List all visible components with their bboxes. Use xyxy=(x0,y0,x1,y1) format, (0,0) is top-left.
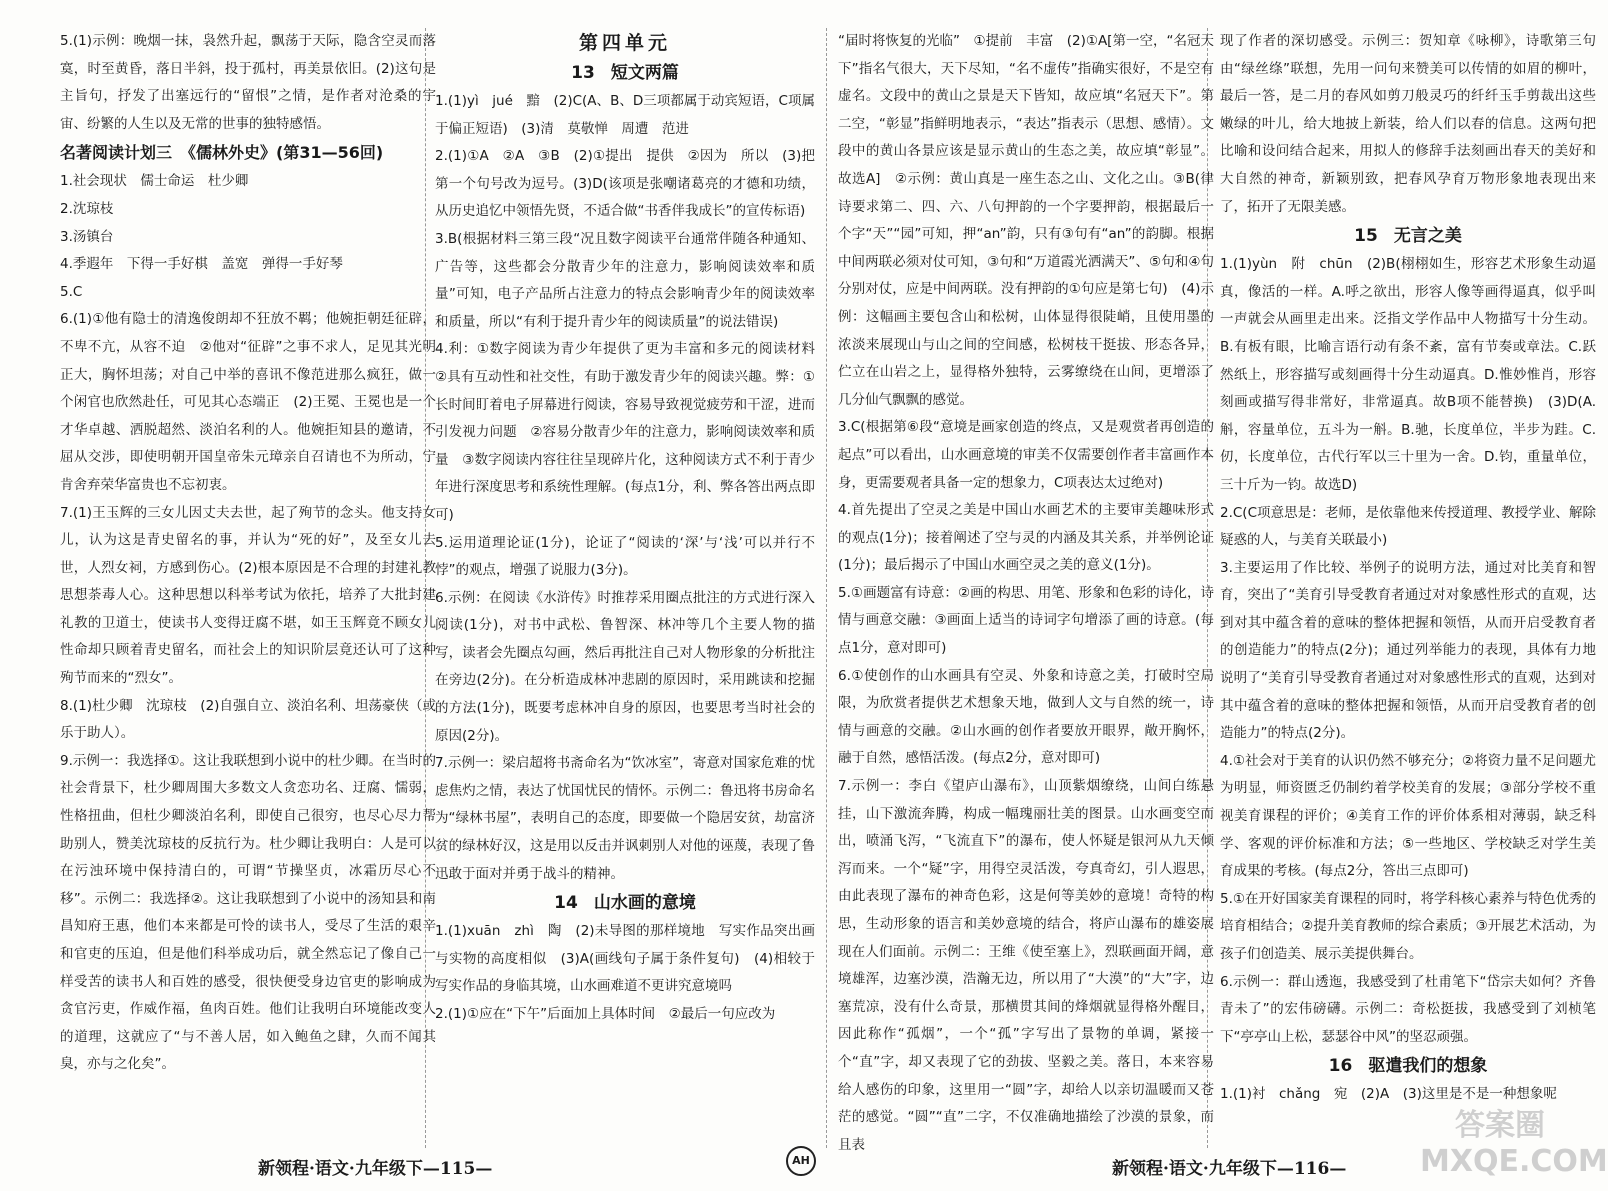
answer-paragraph: 3.B(根据材料三第三段“况且数字阅读平台通常伴随各种通知、广告等，这些都会分散青少年的注意力，影响阅读效率和质量”可知，电子产品所占注意力的特点会影响青少年的阅读效率和质量，所以“有利于提升青少年的阅读质量”的说法错误) xyxy=(435,230,815,330)
answer-paragraph: 5.①画题富有诗意：②画的构思、用笔、形象和色彩的诗化，诗情与画意交融：③画面上适当的诗词字句增添了画的诗意。(每点1分，意对即可) xyxy=(838,584,1214,657)
column-3 xyxy=(838,28,1214,1159)
answer-paragraph: 现了作者的深切感受。示例三：贺知章《咏柳》，诗歌第三句由“绿丝绦”联想，先用一问句来赞美可以传情的如眉的柳叶，最后一答，是二月的春风如剪刀般灵巧的纤纤玉手剪裁出这些嫩绿的叶儿，给大地披上新装，给人们以春的信息。这两句把比喻和设问结合起来，用拟人的修辞手法刻画出春天的美好和大自然的神奇，新颖别致，把春风孕育万物形象地表现出来了，拓开了无限美感。 xyxy=(1220,33,1596,215)
section-title: 无言之美 xyxy=(1393,226,1462,247)
section-title: 驱遣我们的想象 xyxy=(1368,1056,1488,1077)
publisher-logo-icon: AH xyxy=(786,1146,816,1176)
column-1 xyxy=(60,28,436,1079)
section-number: 14 xyxy=(554,893,578,914)
footer-left-page-number: 新领程·语文·九年级下—115— xyxy=(258,1159,493,1179)
answer-paragraph: 5.①在开好国家美育课程的同时，将学科核心素养与特色优秀的培育相结合；②提升美育教师的综合素质；③开展艺术活动，为孩子们创造美、展示美提供舞台。 xyxy=(1220,890,1596,962)
footer-right-page-number: 新领程·语文·九年级下—116— xyxy=(1112,1159,1347,1179)
watermark: 答案圈 MXQE.COM xyxy=(1420,1108,1608,1179)
answer-paragraph: 4.利：①数字阅读为青少年提供了更为丰富和多元的阅读材料 ②具有互动性和社交性，有助于激发青少年的阅读兴趣。弊：①长时间盯着电子屏幕进行阅读，容易导致视觉疲劳和干涩，进而引发视力问题 ②容易分散青少年的注意力，影响阅读效率和质量 ③数字阅读内容往往呈现碎片化，这种阅读方式不利于青少年进行深度思考和系统性理解。(每点1分，利、弊各答出两点即可) xyxy=(435,341,829,523)
answer-item: 4.季遐年 下得一手好棋 盖宽 弹得一手好琴 xyxy=(60,256,343,273)
reading-plan-heading: 名著阅读计划三 《儒林外史》(第31—56回) xyxy=(60,143,384,163)
answer-paragraph: 1.(1)yùn 附 chūn (2)B(栩栩如生，形容艺术形象生动逼真，像活的一样。A.呼之欲出，形容人像等画得逼真，似乎叫一声就会从画里走出来。泛指文学作品中人物描写十分生动。B.有板有眼，比喻言语行动有条不紊，富有节奏或章法。C.跃然纸上，形容描写或刻画得十分生动逼真。D.惟妙惟肖，形容刻画或描写得非常好，非常逼真。故B项不能替换) (3)D(A.斛，容量单位，五斗为一斛。B.驰，长度单位，半步为跬。C.仞，长度单位，古代行军以三十里为一舍。D.钧，重量单位，三十斤为一钧。故选D) xyxy=(1220,256,1596,493)
answer-item: 3.汤镇台 xyxy=(60,228,114,245)
column-divider-2 xyxy=(826,28,828,1148)
section-heading-16 xyxy=(1220,1051,1596,1081)
column-2 xyxy=(435,28,829,1029)
section-heading-13 xyxy=(435,58,815,88)
answer-paragraph: 1.(1)yì jué 黯 (2)C(A、B、D三项都属于动宾短语，C项属于偏正短语) (3)清 莫敬惮 周遭 范进 xyxy=(435,93,815,137)
column-4 xyxy=(1220,28,1596,1109)
answer-paragraph: 7.示例一：梁启超将书斋命名为“饮冰室”，寄意对国家危难的忧虑焦灼之情，表达了忧国忧民的情怀。示例二：鲁迅将书房命名为“绿林书屋”，表明自己的态度，即要做一个隐居安贫，劫富济贫的绿林好汉，这是用以反击并讽刺别人对他的诬蔑，表现了鲁迅敢于面对并勇于战斗的精神。 xyxy=(435,755,815,882)
answer-paragraph: 6.示例一：群山透迤，我感受到了杜甫笔下“岱宗夫如何？齐鲁青未了”的宏伟磅礴。示例二：奇松挺拔，我感受到了刘桢笔下“亭亭山上松，瑟瑟谷中风”的坚忍顽强。 xyxy=(1220,973,1596,1045)
answer-paragraph: 3.C(根据第⑥段“意境是画家创造的终点，又是观赏者再创造的起点”可以看出，山水画意境的审美不仅需要创作者丰富画作本身，更需要观者具备一定的想象力，C项表达太过绝对) xyxy=(838,419,1214,491)
section-heading-15 xyxy=(1220,221,1596,251)
answer-paragraph: 1.(1)衬 chǎng 宛 (2)A (3)这里是不是一种想象呢 xyxy=(1220,1086,1557,1103)
answer-paragraph: 7.(1)王玉辉的三女儿因丈夫去世，起了殉节的念头。他支持女儿，认为这是青史留名的事，并认为“死的好”，及至女儿去世，人烈女祠，方感到伤心。(2)根本原因是不合理的封建礼教思想荼毒人心。这种思想以科举考试为依托，培养了大批封建礼教的卫道士，使读书人变得迂腐不堪，如王玉辉竟不顾女儿性命却只顾着青史留名，而社会上的知识阶层竟还认可了这种殉节而来的“烈女”。 xyxy=(60,504,436,687)
answer-paragraph: 4.①社会对于美育的认识仍然不够充分；②将资力量不足问题尤为明显，师资匮乏仍制约着学校美育的发展；③部分学校不重视美育课程的评价；④美育工作的评价体系相对薄弱，缺乏科学、客观的评价标准和方法；⑤一些地区、学校缺乏对学生美育成果的考核。(每点2分，答出三点即可) xyxy=(1220,752,1596,880)
answer-paragraph: 7.示例一：李白《望庐山瀑布》，山顶紫烟缭绕，山间白练悬挂，山下激流奔腾，构成一幅瑰丽壮美的图景。山水画变空而出，喷涌飞泻，“飞流直下”的瀑布，使人怀疑是银河从九天倾泻而来。一个“疑”字，用得空灵活泼，夸真奇幻，引人遐思，由此表现了瀑布的神奇色彩，这是何等美妙的意境！奇特的构思，生动形象的语言和美妙意境的结合，将庐山瀑布的雄姿展现在人们面前。示例二：王维《使至塞上》，烈联画面开阔，意境雄浑，边塞沙漠，浩瀚无边，所以用了“大漠”的“大”字，边塞荒凉，没有什么奇景，那横贯其间的烽烟就显得格外醒目，因此称作“孤烟”，一个“孤”字写出了景物的单调，紧接一个“直”字，却又表现了它的劲拔、坚毅之美。落日，本来容易给人感伤的印象，这里用一“圆”字，却给人以亲切温暖而又苍茫的感觉。“圆”“直”二字，不仅准确地描绘了沙漠的景象，而且表 xyxy=(838,778,1214,1153)
section-heading-14 xyxy=(435,888,815,918)
answer-paragraph: 5.运用道理论证(1分)，论证了“阅读的‘深’与‘浅’可以并行不悖”的观点，增强了说服力(3分)。 xyxy=(435,534,815,579)
answer-paragraph: 9.示例一：我选择①。这让我联想到小说中的杜少卿。在当时的社会背景下，杜少卿周围大多数文人贪恋功名、迂腐、懦弱，性格扭曲，但杜少卿淡泊名利，即使自己很穷，也尽心尽力帮助别人，赞美沈琼枝的反抗行为。杜少卿让我明白：人是可以在污浊环境中保持清白的，可谓“节操坚贞，冰霜历尽心不移”。示例二：我选择②。这让我联想到了小说中的汤知县和南昌知府王惠，他们本来都是可怜的读书人，受尽了生活的艰辛和官吏的压迫，但是他们科举成功后，就全然忘记了像自己一样受苦的读书人和百姓的感受，很快便受身边官吏的影响成为贪官污吏，作威作福，鱼肉百姓。他们让我明白环境能改变人的道理，这就应了“与不善人居，如入鲍鱼之肆，久而不闻其臭，亦与之化矣”。 xyxy=(60,752,436,1073)
answer-paragraph: 8.(1)杜少卿 沈琼枝 (2)自强自立、淡泊名利、坦荡豪侠（或乐于助人）。 xyxy=(60,697,436,742)
answer-paragraph: 6.示例：在阅读《水浒传》时推荐采用圈点批注的方式进行深入阅读(1分)，对书中武松、鲁智深、林冲等几个主要人物的描写，读者会先圈点勾画，然后再批注自己对人物形象的分析批注在旁边(2分)。在分析造成林冲悲剧的原因时，采用跳读和挖掘的方法(1分)，既要考虑林冲自身的原因，也要思考当时社会的原因(2分)。 xyxy=(435,589,815,744)
answer-paragraph: 1.(1)xuān zhì 陶 (2)未导图的那样境地 写实作品突出画与实物的高度相似 (3)A(画线句子属于条件复句) (4)相较于写实作品的身临其境，山水画难道不更讲究意境吗 xyxy=(435,923,815,995)
answer-item: 2.沈琼枝 xyxy=(60,200,114,217)
unit-heading: 第四单元 xyxy=(578,32,671,54)
answer-item: 1.社会现状 儒士命运 杜少卿 xyxy=(60,173,249,190)
answer-item: 5.C xyxy=(60,283,83,300)
section-title: 短文两篇 xyxy=(610,63,679,83)
answer-paragraph: 6.(1)①他有隐士的清逸俊朗却不狂放不羁；他婉拒朝廷征辟，不卑不亢，从容不迫 ②他对“征辟”之事不求人，足见其光明正大，胸怀坦荡；对自己中举的喜讯不像范进那么疯狂，做一个闲官也欣然赴任，可见其心态端正 (2)王冕、王冕也是一个才华卓越、洒脱超然、淡泊名利的人。他婉拒知县的邀请，不屈从交涉，即使明朝开国皇帝朱元璋亲自召请也不为所动，宁肯舍弃荣华富贵也不忘初衷。 xyxy=(60,311,436,493)
answer-paragraph: 2.(1)①A ②A ③B (2)①提出 提供 ②因为 所以 (3)把第一个句号改为逗号。(3)D(该项是张嘲诸葛亮的才德和功绩，从历史追忆中领悟先贤，不适合做“书香伴我成长”的宣传标语) xyxy=(435,148,815,220)
answer-paragraph: 2.C(C项意思是：老师，是依靠他来传授道理、教授学业、解除疑惑的人，与美育关联最小) xyxy=(1220,504,1596,549)
section-number: 13 xyxy=(571,63,595,83)
answer-paragraph: 3.主要运用了作比较、举例子的说明方法，通过对比美育和智育，突出了“美育引导受教育者通过对对象感性形式的直观，达到对其中蕴含着的意味的整体把握和领悟，从而开启受教育者的创造能力”的特点(2分)；通过列举能力的表现，具体有力地说明了“美育引导受教育者通过对对象感性形式的直观，达到对其中蕴含着的意味的整体把握和领悟，从而开启受教育者的创造能力”的特点(2分)。 xyxy=(1220,559,1596,742)
section-title: 山水画的意境 xyxy=(593,893,696,914)
answer-paragraph: “届时将恢复的光临” ①提前 丰富 (2)①A[第一空，“名冠天下”指名气很大，天下尽知，“名不虚传”指确实很好，不是空有虚名。文段中的黄山之景是天下皆知，故应填“名冠天下”。第二空，“彰显”指鲜明地表示，“表达”指表示（思想、感情）。文段中的黄山各景应该是显示黄山的生态之美，故应填“彰显”。故选A] ②示例：黄山真是一座生态之山、文化之山。③B(律诗要求第二、四、六、八句押韵的一个字要押韵，根据最后一个字“天”“园”可知，押“an”韵，只有③句有“an”的韵脚。根据中间两联必须对仗可知，③句和“万道霞光洒满天”、⑤句和④句分别对仗，应是中间两联。没有押韵的①句应是第七句) (4)示例：这幅画主要包含山和松树，山体显得很陡峭，且使用墨的浓淡来展现山与山之间的空间感，松树枝干挺拔、形态各异，伫立在山岩之上，显得格外独特，云雾缭绕在山间，更增添了几分仙气飘飘的感觉。 xyxy=(838,33,1214,408)
answer-paragraph: 2.(1)①应在“下午”后面加上具体时间 ②最后一句应改为 xyxy=(435,1006,776,1022)
answer-paragraph: 6.①使创作的山水画具有空灵、外象和诗意之美，打破时空局限，为欣赏者提供艺术想象天地，做到人文与自然的统一，诗情与画意的交融。②山水画的创作者要放开眼界，敞开胸怀，融于自然，感悟活泼。(每点2分，意对即可) xyxy=(838,667,1214,767)
answer-paragraph: 4.首先提出了空灵之美是中国山水画艺术的主要审美趣味形式的观点(1分)；接着阐述了空与灵的内涵及其关系，并举例论证(1分)；最后揭示了中国山水画空灵之美的意义(1分)。 xyxy=(838,502,1214,574)
section-number: 16 xyxy=(1328,1056,1353,1077)
section-number: 15 xyxy=(1354,226,1378,247)
answer-paragraph: 5.(1)示例：晚烟一抹，袅然升起，飘荡于天际，隐含空灵而落寞，时至黄昏，落日半斜，投于孤村，再美景依旧。(2)这句是主旨句，抒发了出塞远行的“留恨”之情，是作者对沧桑的宇宙、纷繁的人生以及无常的世事的独特感悟。 xyxy=(60,33,436,132)
